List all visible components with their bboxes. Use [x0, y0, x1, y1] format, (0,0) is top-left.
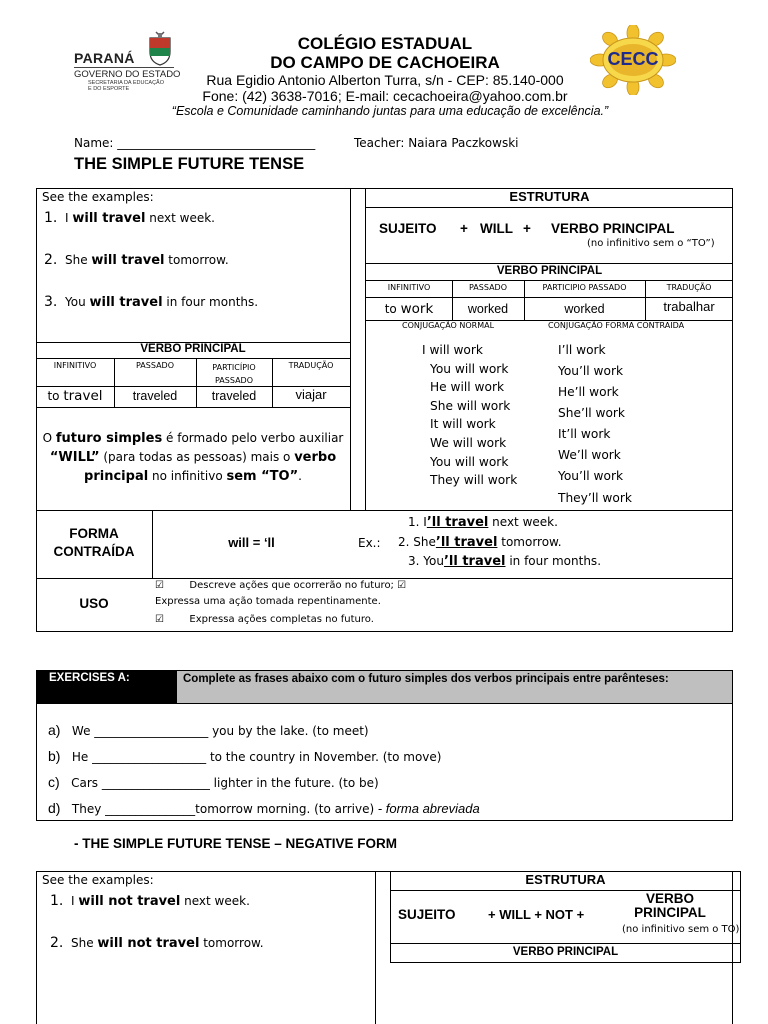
page-title: THE SIMPLE FUTURE TENSE: [74, 155, 305, 173]
cecc-logo: [590, 25, 676, 95]
exercise-label: EXERCISES A:: [37, 671, 177, 703]
verbo-principal-header: VERBO PRINCIPAL: [496, 265, 603, 277]
secretaria: SECRETARIA DA EDUCAÇÃO E DO ESPORTE: [88, 80, 164, 92]
forma-contraida-value: will = ‘ll: [228, 535, 275, 550]
logo-divider: [74, 67, 174, 68]
left-col-participio: PARTICÍPIO PASSADO: [212, 363, 256, 385]
school-line2: DO CAMPO DE CACHOEIRA: [270, 53, 500, 72]
work-participio: worked: [564, 302, 605, 316]
col-traducao: TRADUÇÃO: [666, 283, 712, 292]
neg-estrutura-header: ESTRUTURA: [525, 872, 606, 887]
uso-label: USO: [79, 596, 109, 611]
exercise-item: a) We ___________________ you by the lake. (to meet): [48, 722, 369, 738]
negative-title: - THE SIMPLE FUTURE TENSE – NEGATIVE FORM: [74, 836, 398, 851]
estrutura-header: ESTRUTURA: [509, 189, 590, 204]
parana-logo: [74, 30, 184, 100]
exercise-item: d) They _______________tomorrow morning. (to arrive) - forma abreviada: [48, 800, 480, 816]
list-item: You will work: [430, 455, 509, 469]
left-col-infinitivo: INFINITIVO: [53, 361, 97, 370]
list-item: We’ll work: [558, 448, 621, 462]
neg-will-not: + WILL + NOT +: [488, 907, 585, 922]
school-line1: COLÉGIO ESTADUAL: [297, 34, 473, 53]
left-verbo-header: VERBO PRINCIPAL: [140, 343, 246, 355]
col-participio: PARTICIPIO PASSADO: [542, 283, 627, 292]
explanation: O futuro simples é formado pelo verbo auxiliar “WILL” (para todas as pessoas) mais o verbo principal no infinitivo sem “TO”.: [42, 431, 344, 484]
neg-no-infinitivo: (no infinitivo sem o TO): [622, 924, 740, 935]
exercise-header: [36, 670, 733, 704]
uso-line: ☑ Descreve ações que ocorrerão no futuro; ☑: [155, 580, 407, 591]
list-item: It’ll work: [558, 427, 611, 441]
uso-line: ☑ Expressa ações completas no futuro.: [155, 614, 374, 625]
neg-verbo-principal-header: VERBO PRINCIPAL: [512, 946, 619, 958]
example-item: 3. You will travel in four months.: [44, 294, 259, 310]
see-examples-label: See the examples:: [42, 190, 154, 204]
list-item: You’ll work: [558, 364, 624, 378]
work-traducao: trabalhar: [663, 299, 715, 314]
no-infinitivo-note: (no infinitivo sem o “TO”): [587, 238, 715, 249]
contact: Fone: (42) 3638-7016; E-mail: cecachoeira@yahoo.com.br: [202, 88, 568, 104]
left-col-traducao: TRADUÇÃO: [288, 361, 334, 370]
list-item: I’ll work: [558, 343, 606, 357]
logo-text: CECC: [607, 49, 659, 69]
list-item: You’ll work: [558, 469, 624, 483]
list-item: I will work: [422, 343, 483, 357]
travel-passado: traveled: [132, 389, 178, 403]
ex-label: Ex.:: [358, 536, 381, 550]
address: Rua Egidio Antonio Alberton Turra, s/n - CEP: 85.140-000: [206, 72, 564, 88]
example-item: 1. I will not travel next week.: [50, 893, 250, 909]
forma-contraida-label: FORMA CONTRAÍDA: [53, 526, 135, 559]
list-item: They’ll work: [558, 491, 632, 505]
list-item: We will work: [430, 436, 507, 450]
teacher-label: Teacher: Naiara Paczkowski: [354, 136, 519, 150]
travel-infinitivo: to travel: [47, 388, 103, 404]
example-item: 1. I’ll travel next week.: [408, 515, 558, 530]
neg-see-examples: See the examples:: [42, 873, 154, 887]
neg-sujeito: SUJEITO: [398, 907, 456, 922]
left-col-passado: PASSADO: [135, 361, 175, 370]
name-field: Name: _________________________________: [74, 136, 316, 150]
uso-line: Expressa uma ação tomada repentinamente.: [155, 596, 381, 607]
gov-name: GOVERNO DO ESTADO: [74, 69, 181, 80]
list-item: He’ll work: [558, 385, 619, 399]
list-item: They will work: [430, 473, 518, 487]
list-item: It will work: [430, 417, 496, 431]
example-item: 2. She’ll travel tomorrow.: [398, 535, 562, 550]
example-item: 1. I will travel next week.: [44, 210, 215, 226]
neg-verbo: VERBO PRINCIPAL: [634, 891, 706, 920]
example-item: 2. She will travel tomorrow.: [44, 252, 229, 268]
travel-participio: traveled: [211, 389, 257, 403]
exercise-item: c) Cars __________________ lighter in the future. (to be): [48, 774, 379, 790]
list-item: She will work: [430, 399, 511, 413]
state-name: PARANÁ: [74, 50, 135, 66]
example-item: 3. You’ll travel in four months.: [408, 554, 602, 569]
motto: “Escola e Comunidade caminhando juntas para uma educação de excelência.”: [171, 104, 609, 118]
exercise-instruction: Complete as frases abaixo com o futuro simples dos verbos principais entre parênteses:: [177, 671, 732, 703]
parana-crest-icon: [146, 30, 174, 66]
work-passado: worked: [467, 302, 509, 316]
example-item: 2. She will not travel tomorrow.: [50, 935, 264, 951]
travel-traducao: viajar: [295, 387, 327, 402]
col-passado: PASSADO: [468, 283, 508, 292]
exercise-item: b) He ___________________ to the country in November. (to move): [48, 748, 442, 764]
conj-contraida-label: CONJUGAÇÃO FORMA CONTRAIDA: [548, 321, 685, 330]
work-infinitivo: to work: [384, 301, 434, 317]
list-item: You will work: [430, 362, 509, 376]
list-item: He will work: [430, 380, 505, 394]
conj-normal-label: CONJUGAÇÃO NORMAL: [402, 321, 495, 330]
col-infinitivo: INFINITIVO: [387, 283, 431, 292]
list-item: She’ll work: [558, 406, 625, 420]
